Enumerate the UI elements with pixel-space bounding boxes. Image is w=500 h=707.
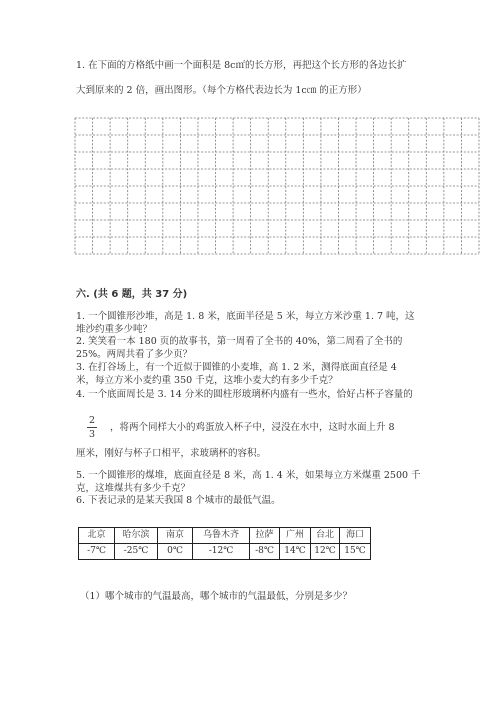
q1-line2: 大到原来的 2 倍，画出图形。（每个方格代表边长为 1c㎝ 的正方形） (76, 85, 367, 96)
problem-5-line2: 克，这堆煤共有多少千克？ (76, 483, 191, 494)
table-cell-temperature: 15℃ (340, 544, 371, 560)
table-row-cities (79, 528, 371, 544)
problem-1-line1: 1. 一个圆锥形沙堆，高是 1. 8 米，底面半径是 5 米，每立方米沙重 1. 7 吨，这 (76, 311, 415, 322)
problem-4-line3: 厘米，刚好与杯子口相平，求玻璃杯的容积。 (76, 448, 267, 459)
section-6-title: 六. (共 6 题，共 37 分) (76, 289, 188, 300)
table-cell-temperature: 12℃ (311, 544, 340, 560)
table-cell-city: 乌鲁木齐 (193, 528, 250, 544)
problem-2-line2: 25%。两周共看了多少页？ (76, 349, 193, 360)
problem-1-line2: 堆沙约重多少吨？ (76, 324, 153, 335)
table-row-temperatures (79, 544, 371, 560)
table-cell-temperature: -12℃ (193, 544, 250, 560)
table-cell-temperature: -25℃ (115, 544, 158, 560)
sub-question-1: （1）哪个城市的气温最高，哪个城市的气温最低，分别是多少？ (80, 591, 353, 602)
table-cell-city: 台北 (311, 528, 340, 544)
problem-4-line1: 4. 一个底面周长是 3. 14 分米的圆柱形玻璃杯内盛有一些水，恰好占杯子容量的 (76, 389, 413, 400)
table-cell-temperature: 14℃ (280, 544, 311, 560)
city-temperature-table (78, 527, 371, 560)
square-grid-paper (74, 117, 480, 255)
problem-6-line1: 6. 下表记录的是某天我国 8 个城市的最低气温。 (76, 495, 281, 506)
table-cell-city: 哈尔滨 (115, 528, 158, 544)
table-cell-city: 海口 (340, 528, 371, 544)
fraction-numerator: 2 (88, 415, 96, 426)
problem-4-line2: ，将两个同样大小的鸡蛋放入杯子中，浸没在水中，这时水面上升 8 (110, 422, 395, 433)
fraction-denominator: 3 (88, 429, 96, 440)
problem-3-line2: 米，每立方米小麦约重 350 千克，这堆小麦大约有多少千克？ (76, 375, 338, 386)
problem-3-line1: 3. 在打谷场上，有一个近似于圆锥的小麦堆，高 1. 2 米，测得底面直径是 4 (76, 362, 397, 373)
fraction-two-thirds (86, 414, 98, 441)
table-cell-city: 广州 (280, 528, 311, 544)
problem-5-line1: 5. 一个圆锥形的煤堆，底面直径是 8 米，高 1. 4 米，如果每立方米煤重 2500 千 (76, 470, 421, 481)
q1-line1: 1. 在下面的方格纸中画一个面积是 8c㎡的长方形，再把这个长方形的各边长扩 (76, 60, 407, 71)
problem-2-line1: 2. 笑笑看一本 180 页的故事书，第一周看了全书的 40%，第二周看了全书的 (76, 336, 403, 347)
table-cell-city: 南京 (158, 528, 193, 544)
table-cell-city: 拉萨 (250, 528, 280, 544)
table-cell-temperature: 0℃ (158, 544, 193, 560)
table-cell-temperature: -8℃ (250, 544, 280, 560)
table-cell-city: 北京 (79, 528, 115, 544)
table-cell-temperature: -7℃ (79, 544, 115, 560)
